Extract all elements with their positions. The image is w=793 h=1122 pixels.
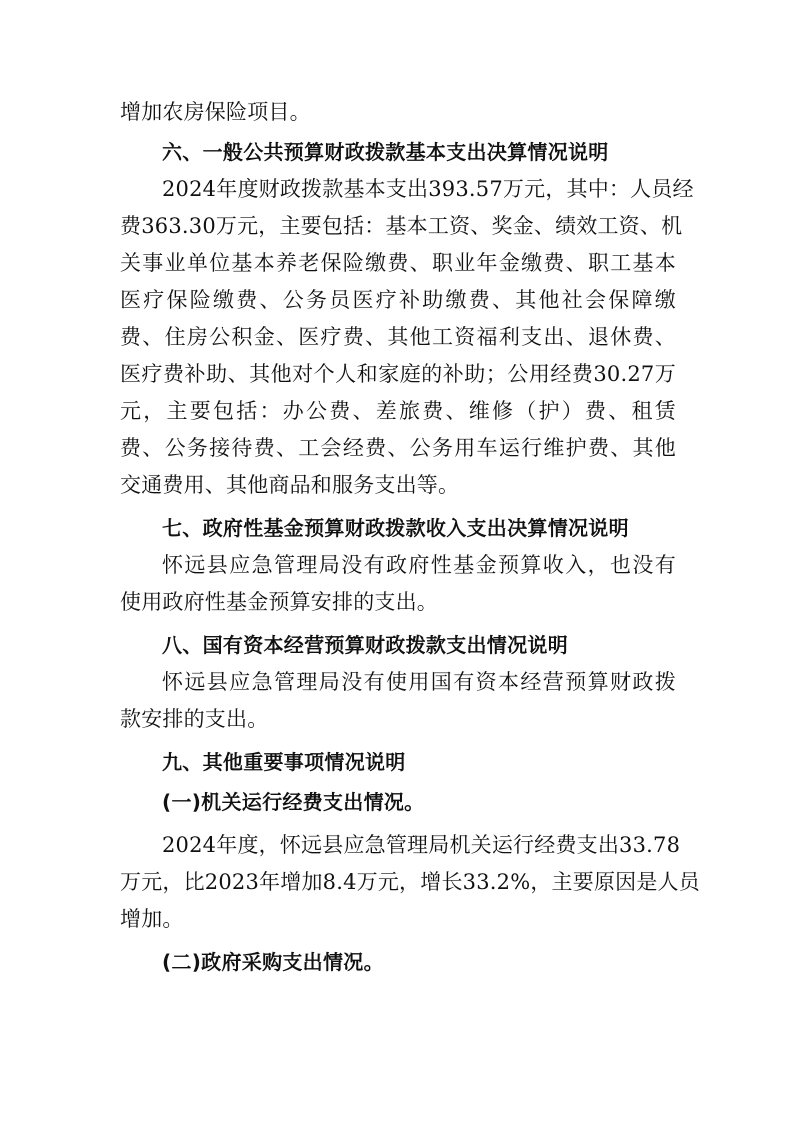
section-6-line: 费、住房公积金、医疗费、其他工资福利支出、退休费、 <box>120 325 676 349</box>
subsection-2-heading: (二)政府采购支出情况。 <box>162 950 384 974</box>
continuation-line: 增加农房保险项目。 <box>120 100 311 124</box>
subsection-1-line: 万元，比2023年增加8.4万元，增长33.2%，主要原因是人员 <box>120 870 700 894</box>
section-6-line: 元，主要包括：办公费、差旅费、维修（护）费、租赁 <box>120 399 676 423</box>
document-body <box>120 94 700 981</box>
section-6-line: 2024年度财政拨款基本支出393.57万元，其中：人员经 <box>162 177 694 201</box>
section-6-line: 医疗费补助、其他对个人和家庭的补助；公用经费30.27万 <box>120 362 676 386</box>
section-8-line: 怀远县应急管理局没有使用国有资本经营预算财政拨 <box>162 670 676 694</box>
section-8-line: 款安排的支出。 <box>120 707 269 731</box>
section-6-line: 关事业单位基本养老保险缴费、职业年金缴费、职工基本 <box>120 251 676 275</box>
section-6-heading: 六、一般公共预算财政拨款基本支出决算情况说明 <box>162 140 609 164</box>
subsection-1-heading: (一)机关运行经费支出情况。 <box>162 790 425 814</box>
section-7-line: 使用政府性基金预算安排的支出。 <box>120 590 438 614</box>
subsection-1-line: 增加。 <box>120 907 184 931</box>
section-9-heading: 九、其他重要事项情况说明 <box>162 750 406 774</box>
section-6-line: 费363.30万元，主要包括：基本工资、奖金、绩效工资、机 <box>120 214 683 238</box>
section-6-line: 费、公务接待费、工会经费、公务用车运行维护费、其他 <box>120 436 676 460</box>
section-7-heading: 七、政府性基金预算财政拨款收入支出决算情况说明 <box>162 516 629 540</box>
section-7-line: 怀远县应急管理局没有政府性基金预算收入，也没有 <box>162 553 676 577</box>
section-8-heading: 八、国有资本经营预算财政拨款支出情况说明 <box>162 633 568 657</box>
section-6-line: 医疗保险缴费、公务员医疗补助缴费、其他社会保障缴 <box>120 288 676 312</box>
section-6-line: 交通费用、其他商品和服务支出等。 <box>120 473 460 497</box>
subsection-1-line: 2024年度，怀远县应急管理局机关运行经费支出33.78 <box>162 833 681 857</box>
